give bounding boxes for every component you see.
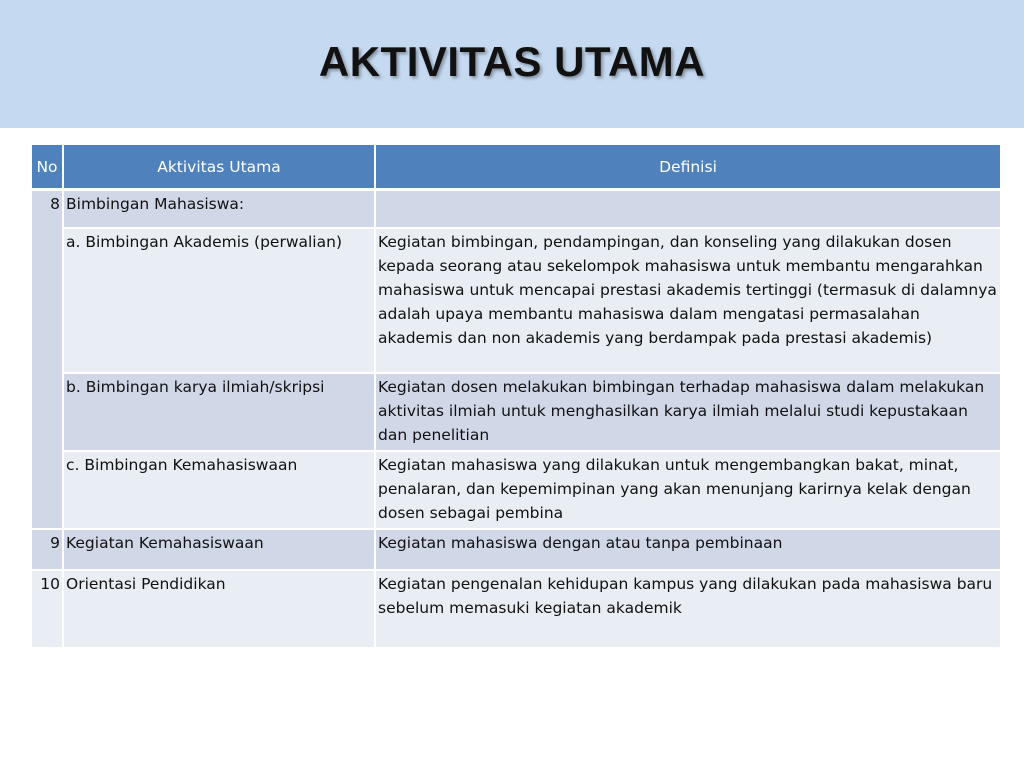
slide-title: AKTIVITAS UTAMA xyxy=(318,38,706,85)
definition-cell: Kegiatan dosen melakukan bimbingan terhadap mahasiswa dalam melakukan aktivitas ilmiah untuk menghasilkan karya ilmiah melalui studi kepustakaan dan penelitian xyxy=(375,373,1000,451)
definition-cell xyxy=(375,190,1000,228)
activities-table xyxy=(32,145,1000,649)
table-row xyxy=(32,228,1000,373)
table-row xyxy=(32,529,1000,570)
activity-cell: a. Bimbingan Akademis (perwalian) xyxy=(63,228,375,373)
activity-cell: Bimbingan Mahasiswa: xyxy=(63,190,375,228)
activity-cell: b. Bimbingan karya ilmiah/skripsi xyxy=(63,373,375,451)
row-number: 9 xyxy=(32,529,63,570)
definition-cell: Kegiatan mahasiswa dengan atau tanpa pembinaan xyxy=(375,529,1000,570)
definition-cell: Kegiatan bimbingan, pendampingan, dan konseling yang dilakukan dosen kepada seorang atau sekelompok mahasiswa untuk membantu mengarahkan mahasiswa untuk mencapai prestasi akademis tertinggi (termasuk di dalamnya adalah upaya membantu mahasiswa dalam mengatasi permasalahan akademis dan non akademis yang berdampak pada prestasi akademis) xyxy=(375,228,1000,373)
table-row xyxy=(32,570,1000,648)
row-number: 8 xyxy=(32,190,63,529)
definition-cell: Kegiatan mahasiswa yang dilakukan untuk mengembangkan bakat, minat, penalaran, dan kepemimpinan yang akan menunjang karirnya kelak dengan dosen sebagai pembina xyxy=(375,451,1000,529)
table-header-row xyxy=(32,145,1000,190)
activity-cell: c. Bimbingan Kemahasiswaan xyxy=(63,451,375,529)
activity-cell: Orientasi Pendidikan xyxy=(63,570,375,648)
table-row xyxy=(32,190,1000,228)
header-definition: Definisi xyxy=(375,145,1000,190)
table-row xyxy=(32,451,1000,529)
activity-cell: Kegiatan Kemahasiswaan xyxy=(63,529,375,570)
header-no: No xyxy=(32,145,63,190)
table-row xyxy=(32,373,1000,451)
definition-cell: Kegiatan pengenalan kehidupan kampus yang dilakukan pada mahasiswa baru sebelum memasuki kegiatan akademik xyxy=(375,570,1000,648)
row-number: 10 xyxy=(32,570,63,648)
header-activity: Aktivitas Utama xyxy=(63,145,375,190)
